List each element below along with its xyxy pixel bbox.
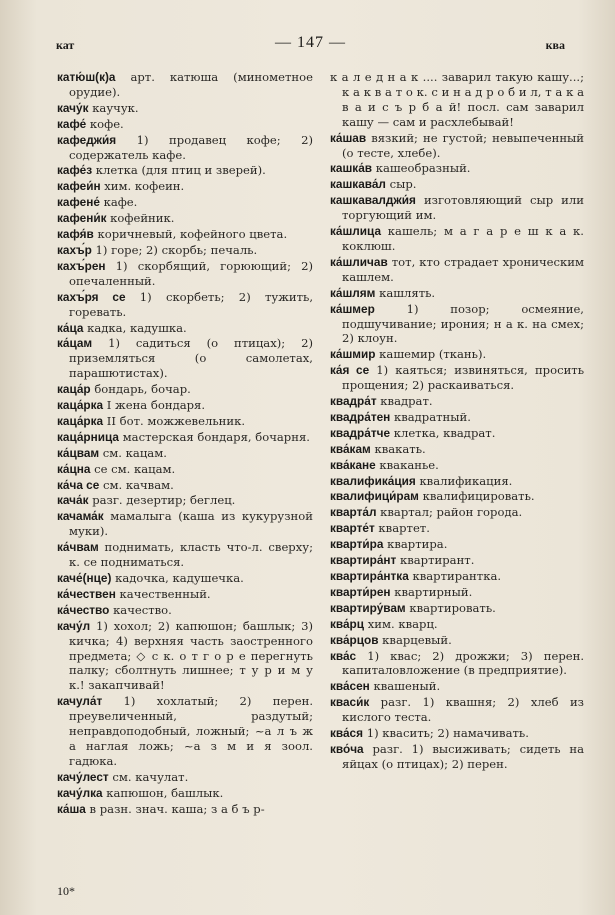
dictionary-entry [330, 617, 584, 632]
entry-headword: квартиру́вам [330, 600, 406, 615]
entry-headword: ква́кане [330, 457, 376, 472]
entry-headword: квартира́нт [330, 553, 397, 568]
entry-headword: ка́ча се [57, 477, 100, 492]
entry-headword: кварте́т [330, 521, 375, 536]
entry-headword: ка́чвам [57, 540, 99, 555]
entry-headword: кво́ча [330, 741, 364, 756]
entry-definition: разг. дезертир; беглец. [92, 493, 236, 508]
dictionary-entry [330, 489, 584, 504]
dictionary-entry [57, 195, 313, 210]
entry-definition: квакать. [374, 441, 426, 456]
entry-headword: кафене́ [57, 195, 100, 210]
entry-headword: ка́цам [57, 336, 93, 351]
dictionary-entry [57, 770, 313, 785]
entry-definition: II бот. можжевельник. [106, 413, 246, 428]
entry-headword: ква́ся [330, 726, 364, 741]
dictionary-entry [57, 619, 313, 694]
dictionary-entry [330, 426, 584, 441]
entry-definition: квартет. [378, 521, 430, 536]
page-number: — 147 — [275, 34, 346, 51]
entry-headword: кахъ́рен [57, 258, 106, 273]
entry-headword: ква́сен [330, 679, 370, 694]
entry-definition: кафе. [103, 195, 138, 210]
entry-definition: кашлять. [379, 285, 436, 300]
entry-definition: качественный. [119, 586, 211, 601]
entry-headword: кварта́л [330, 505, 377, 520]
entry-headword: кахъ́р [57, 242, 92, 257]
dictionary-entry [57, 211, 313, 226]
dictionary-entry [330, 585, 584, 600]
entry-headword: ка́ца [57, 320, 84, 335]
entry-definition: 1) скорбеть; 2) тужить, горевать. [69, 289, 314, 319]
dictionary-entry [57, 571, 313, 586]
entry-headword: ка́шличав [330, 254, 388, 269]
entry-headword: кашка́в [330, 161, 373, 176]
entry-headword: квадра́тче [330, 425, 391, 440]
dictionary-entry [57, 163, 313, 178]
dictionary-entry [57, 290, 313, 320]
dictionary-entry [330, 70, 584, 130]
dictionary-entry [57, 802, 313, 817]
entry-headword: ка́чествен [57, 586, 116, 601]
entry-definition: клетка (для птиц и зверей). [95, 163, 266, 178]
entry-headword: ка́ша [57, 801, 86, 816]
dictionary-entry [57, 509, 313, 539]
header-left-guideword: кат [56, 38, 75, 52]
entry-headword: каца́рка [57, 413, 104, 428]
dictionary-entry [57, 336, 313, 381]
entry-definition: хим. кофеин. [104, 179, 185, 194]
entry-headword: кафя́в [57, 227, 94, 242]
dictionary-entry [330, 569, 584, 584]
entry-headword: кварти́рен [330, 584, 391, 599]
left-column [57, 70, 313, 818]
entry-headword: качу́лест [57, 769, 109, 784]
dictionary-entry [330, 347, 584, 362]
entry-definition: квадрат. [380, 394, 433, 409]
entry-headword: ква́рц [330, 616, 365, 631]
entry-definition: кадочка, кадушечка. [115, 571, 244, 585]
entry-headword: качу́л [57, 618, 91, 633]
entry-definition: 1) квас; 2) дрожжи; 3) перен. капиталовложение (в предприятие). [342, 648, 585, 678]
entry-headword: каца́рница [57, 429, 119, 444]
entry-definition: к а л е д н а к .... заварил такую кашу...; к а к в а т о к. с и н а д р о б и л, т а к а в а и с ъ р б а й! посл. сам заварил кашу — сам и расхлебывай! [330, 70, 584, 129]
dictionary-entry [57, 786, 313, 801]
entry-headword: ка́шлица [330, 224, 382, 239]
entry-headword: катю́ш(к)а [57, 70, 116, 84]
entry-headword: кашкава́л [330, 177, 386, 192]
entry-headword: ка́шав [330, 130, 367, 145]
entry-definition: кашель; м а г а р е ш к а к. коклюш. [342, 224, 584, 253]
entry-definition: бондарь, бочар. [94, 382, 191, 397]
entry-definition: 1) хохлатый; 2) перен. преувеличенный, раздутый; неправдоподобный, ложный; ~а л ъ ж а наглая ложь; ~а з м и я зоол. гадюка. [69, 694, 314, 768]
entry-headword: ква́рцов [330, 632, 379, 647]
dictionary-entry [57, 493, 313, 508]
entry-headword: кафени́к [57, 211, 107, 226]
entry-definition: кадка, кадушка. [87, 320, 187, 335]
entry-definition: се см. кацам. [94, 461, 176, 476]
dictionary-entry [330, 161, 584, 176]
dictionary-entry [57, 603, 313, 618]
dictionary-entry [57, 414, 313, 429]
dictionary-entry [330, 286, 584, 301]
entry-definition: см. качулат. [112, 769, 189, 784]
entry-headword: квадра́тен [330, 409, 391, 424]
entry-definition: вязкий; не густой; невыпеченный (о тесте, хлебе). [342, 130, 584, 160]
entry-definition: кваканье. [379, 457, 439, 472]
dictionary-entry [57, 243, 313, 258]
dictionary-entry [330, 458, 584, 473]
entry-definition: мамалыга (каша из кукурузной муки). [69, 509, 313, 539]
dictionary-entry [330, 601, 584, 616]
entry-headword: квартира́нтка [330, 569, 409, 583]
entry-headword: ка́чество [57, 602, 110, 617]
dictionary-entry [57, 694, 313, 769]
entry-definition: в разн. знач. каша; з а б ъ р- [89, 801, 265, 816]
dictionary-entry [330, 537, 584, 552]
entry-headword: кафеджи́я [57, 132, 117, 147]
dictionary-entry [330, 302, 584, 347]
dictionary-entry [57, 398, 313, 413]
dictionary-entry [330, 410, 584, 425]
entry-definition: квартирный. [394, 584, 473, 599]
entry-definition: клетка, квадрат. [393, 425, 496, 440]
dictionary-entry [330, 505, 584, 520]
entry-headword: кахъ́ря се [57, 289, 126, 304]
entry-definition: кварцевый. [382, 632, 452, 647]
entry-definition: 1) горе; 2) скорбь; печаль. [95, 242, 258, 257]
dictionary-entry [57, 101, 313, 116]
dictionary-entry [330, 679, 584, 694]
entry-headword: ка́я се [330, 363, 370, 378]
printer-signature: 10* [57, 884, 75, 898]
entry-headword: ка́цвам [57, 445, 100, 460]
entry-definition: 1) скорбящий, горюющий; 2) опечаленный. [69, 258, 314, 288]
entry-headword: кафе́з [57, 163, 93, 178]
entry-definition: кофейник. [110, 211, 175, 226]
dictionary-entry [330, 363, 584, 393]
dictionary-entry [57, 133, 313, 163]
entry-headword: качу́лка [57, 785, 103, 800]
entry-definition: квартирант. [400, 553, 475, 568]
dictionary-entry [330, 726, 584, 741]
dictionary-entry [330, 695, 584, 725]
dictionary-entry [57, 446, 313, 461]
header-right-guideword: ква [545, 38, 565, 52]
entry-definition: квалификация. [419, 473, 513, 488]
entry-definition: 1) позор; осмеяние, подшучивание; ирония; н а к. на смех; 2) клоун. [342, 301, 584, 346]
entry-definition: поднимать, класть что-л. сверху; к. се подниматься. [69, 540, 313, 570]
dictionary-entry [330, 193, 584, 223]
entry-headword: кача́к [57, 493, 89, 508]
entry-definition: кашемир (ткань). [379, 347, 487, 362]
entry-definition: квалифицировать. [422, 489, 535, 504]
dictionary-entry [57, 462, 313, 477]
dictionary-entry [330, 131, 584, 161]
dictionary-entry [330, 224, 584, 254]
entry-headword: ка́шлям [330, 285, 376, 300]
entry-definition: сыр. [389, 177, 417, 192]
entry-headword: ка́шмер [330, 301, 375, 316]
entry-headword: кафеи́н [57, 179, 101, 194]
entry-definition: каучук. [92, 100, 139, 115]
entry-definition: 1) квасить; 2) намачивать. [366, 726, 529, 741]
dictionary-entry [330, 633, 584, 648]
entry-headword: кашкавалджи́я [330, 193, 416, 208]
dictionary-entry [57, 117, 313, 132]
entry-definition: изготовляющий сыр или торгующий им. [342, 193, 584, 223]
entry-headword: квалифика́ция [330, 473, 416, 488]
entry-headword: ка́цна [57, 461, 91, 476]
entry-definition: см. качвам. [102, 477, 174, 492]
entry-definition: тот, кто страдает хроническим кашлем. [342, 254, 584, 284]
entry-headword: кваси́к [330, 695, 370, 710]
dictionary-entry [330, 742, 584, 772]
entry-definition: 1) садиться (о птицах); 2) приземляться (о самолетах, парашютистах). [69, 336, 313, 381]
entry-definition: квартировать. [409, 600, 496, 615]
right-column [330, 70, 584, 773]
entry-definition: мастерская бондаря, бочарня. [122, 429, 310, 444]
entry-headword: каца́р [57, 382, 91, 397]
entry-definition: квартира. [387, 537, 448, 552]
entry-definition: квашеный. [373, 679, 441, 694]
entry-headword: ка́шмир [330, 347, 376, 362]
dictionary-entry [330, 177, 584, 192]
dictionary-entry [57, 227, 313, 242]
entry-definition: квартирантка. [412, 569, 502, 583]
entry-definition: капюшон, башлык. [106, 785, 224, 800]
dictionary-entry [57, 478, 313, 493]
dictionary-entry [330, 442, 584, 457]
dictionary-entry [57, 587, 313, 602]
dictionary-entry [330, 394, 584, 409]
entry-definition: см. кацам. [102, 445, 167, 460]
entry-headword: качула́т [57, 694, 103, 709]
entry-definition: коричневый, кофейного цвета. [97, 227, 288, 242]
entry-headword: каче́(нце) [57, 571, 112, 585]
entry-headword: каца́рка [57, 398, 104, 413]
entry-definition: квадратный. [393, 409, 471, 424]
entry-definition: 1) продавец кофе; 2) содержатель кафе. [69, 132, 313, 162]
entry-headword: ква́кам [330, 441, 371, 456]
entry-headword: квадра́т [330, 394, 377, 409]
entry-definition: 1) каяться; извиняться, просить прощения; 2) раскаиваться. [342, 363, 585, 393]
entry-definition: разг. 1) квашня; 2) хлеб из кислого теста. [342, 695, 584, 725]
dictionary-entry [330, 474, 584, 489]
dictionary-entry [57, 70, 313, 100]
entry-definition: разг. 1) высиживать; сидеть на яйцах (о птицах); 2) перен. [342, 741, 584, 771]
running-header [56, 34, 565, 56]
entry-headword: кафе́ [57, 116, 87, 131]
entry-definition: кашеобразный. [375, 161, 471, 176]
dictionary-entry [57, 540, 313, 570]
dictionary-entry [330, 521, 584, 536]
dictionary-entry [57, 321, 313, 336]
entry-definition: арт. катюша (минометное орудие). [69, 70, 314, 99]
dictionary-entry [57, 179, 313, 194]
entry-definition: I жена бондаря. [106, 398, 206, 413]
entry-definition: 1) хохол; 2) капюшон; башлык; 3) кичка; 4) верхняя часть заостренного предмета; ◇ с к. о т г о р е перегнуть палку; сболтнуть лишнее; т у р и м у к.! закапчивай! [69, 618, 313, 693]
entry-headword: кварти́ра [330, 537, 384, 552]
dictionary-entry [330, 553, 584, 568]
dictionary-entry [57, 259, 313, 289]
dictionary-entry [57, 430, 313, 445]
dictionary-entry [330, 255, 584, 285]
dictionary-entry [330, 649, 584, 679]
entry-definition: хим. кварц. [367, 616, 438, 631]
entry-definition: кофе. [89, 116, 124, 131]
entry-headword: качу́к [57, 100, 89, 115]
dictionary-entry [57, 382, 313, 397]
entry-definition: квартал; район города. [380, 505, 523, 520]
entry-headword: ква́с [330, 648, 357, 663]
entry-headword: квалифици́рам [330, 489, 419, 504]
entry-headword: качама́к [57, 509, 104, 524]
entry-definition: качество. [113, 602, 172, 617]
